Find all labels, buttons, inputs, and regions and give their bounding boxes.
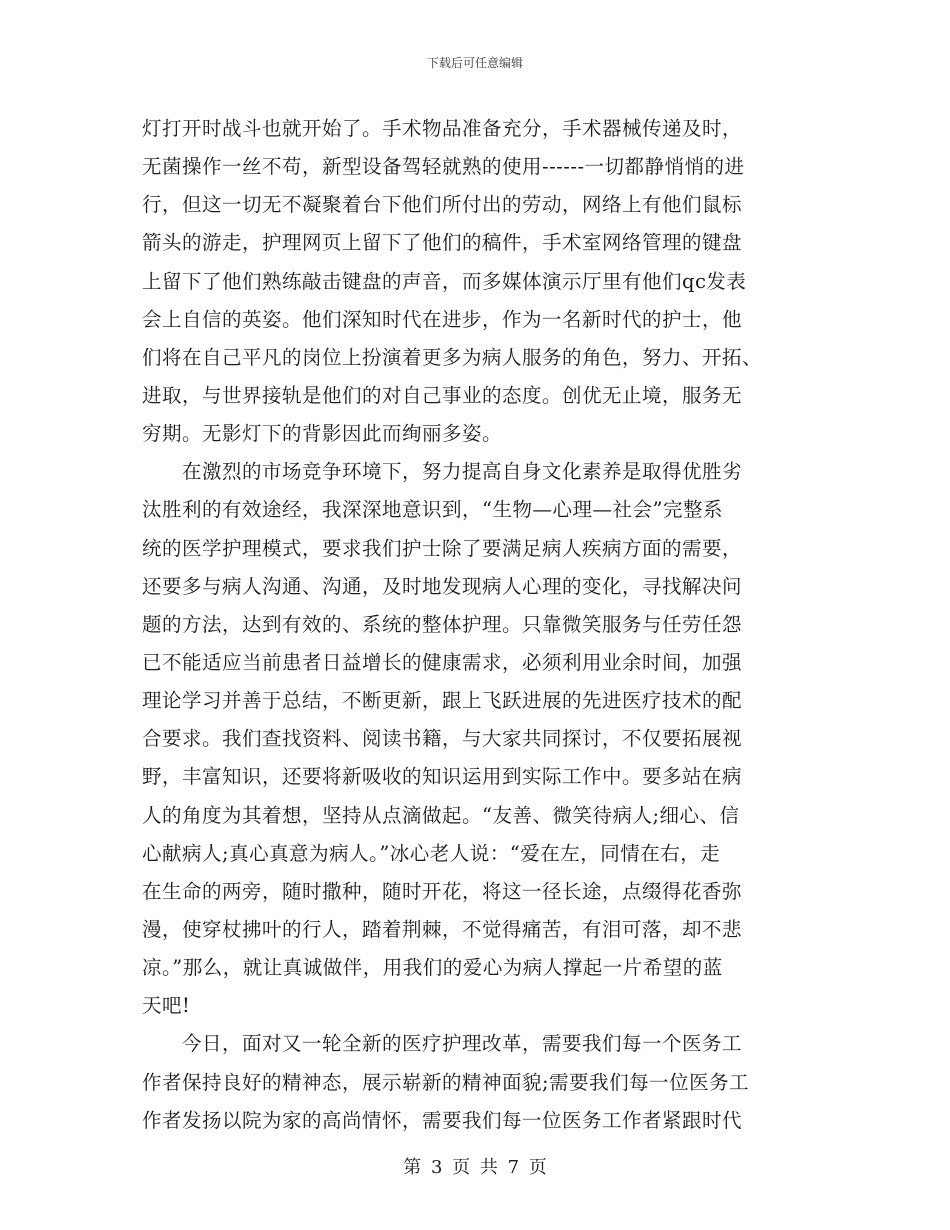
text-line: 野，丰富知识，还要将新吸收的知识运用到实际工作中。要多站在病 bbox=[142, 765, 743, 789]
page-footer: 第 3 页 共 7 页 bbox=[403, 1157, 547, 1178]
text-line: 汰胜利的有效途经，我深深地意识到，“生物—心理—社会”完整系 bbox=[142, 498, 723, 522]
text-line: 会上自信的英姿。他们深知时代在进步，作为一名新时代的护士，他 bbox=[142, 307, 743, 331]
text-line: 作者保持良好的精神态，展示崭新的精神面貌;需要我们每一位医务工 bbox=[142, 1070, 750, 1094]
text-line: 无菌操作一丝不苟，新型设备驾轻就熟的使用------一切都静悄悄的进 bbox=[142, 155, 745, 179]
text-line: 上留下了他们熟练敲击键盘的声音，而多媒体演示厅里有他们qc发表 bbox=[142, 269, 747, 293]
text-line: 合要求。我们查找资料、阅读书籍，与大家共同探讨，不仅要拓展视 bbox=[142, 727, 743, 751]
body-text bbox=[142, 110, 822, 1140]
text-line: 题的方法，达到有效的、系统的整体护理。只靠微笑服务与任劳任怨 bbox=[142, 612, 743, 636]
text-line: 在生命的两旁，随时撒种，随时开花，将这一径长途，点缀得花香弥 bbox=[142, 879, 743, 903]
text-line: 今日，面对又一轮全新的医疗护理改革，需要我们每一个医务工 bbox=[142, 1032, 743, 1056]
text-line: 作者发扬以院为家的高尚情怀，需要我们每一位医务工作者紧跟时代 bbox=[142, 1108, 743, 1132]
text-line: 在激烈的市场竞争环境下，努力提高自身文化素养是取得优胜劣 bbox=[142, 460, 743, 484]
text-line: 已不能适应当前患者日益增长的健康需求，必须利用业余时间，加强 bbox=[142, 650, 743, 674]
text-line: 理论学习并善于总结，不断更新，跟上飞跃进展的先进医疗技术的配 bbox=[142, 689, 743, 713]
text-line: 们将在自己平凡的岗位上扮演着更多为病人服务的角色，努力、开拓、 bbox=[142, 345, 763, 369]
text-line: 箭头的游走，护理网页上留下了他们的稿件，手术室网络管理的键盘 bbox=[142, 231, 743, 255]
text-line: 穷期。无影灯下的背影因此而绚丽多姿。 bbox=[142, 422, 503, 446]
text-line: 天吧! bbox=[142, 994, 191, 1018]
text-line: 进取，与世界接轨是他们的对自己事业的态度。创优无止境，服务无 bbox=[142, 383, 743, 407]
text-line: 灯打开时战斗也就开始了。手术物品准备充分，手术器械传递及时， bbox=[142, 117, 743, 140]
text-line: 凉。”那么，就让真诚做伴，用我们的爱心为病人撑起一片希望的蓝 bbox=[142, 956, 723, 980]
text-line: 人的角度为其着想，坚持从点滴做起。“友善、微笑待病人;细心、信 bbox=[142, 803, 740, 827]
text-line: 漫，使穿杖拂叶的行人，踏着荆棘，不觉得痛苦，有泪可落，却不悲 bbox=[142, 917, 743, 941]
text-line: 还要多与病人沟通、沟通，及时地发现病人心理的变化，寻找解决问 bbox=[142, 574, 743, 598]
text-line: 心献病人;真心真意为病人。”冰心老人说：“爱在左，同情在右，走 bbox=[142, 841, 721, 865]
text-line: 行，但这一切无不凝聚着台下他们所付出的劳动，网络上有他们鼠标 bbox=[142, 193, 743, 217]
text-line: 统的医学护理模式，要求我们护士除了要满足病人疾病方面的需要， bbox=[142, 536, 743, 560]
page-header: 下载后可任意编辑 bbox=[426, 56, 523, 70]
